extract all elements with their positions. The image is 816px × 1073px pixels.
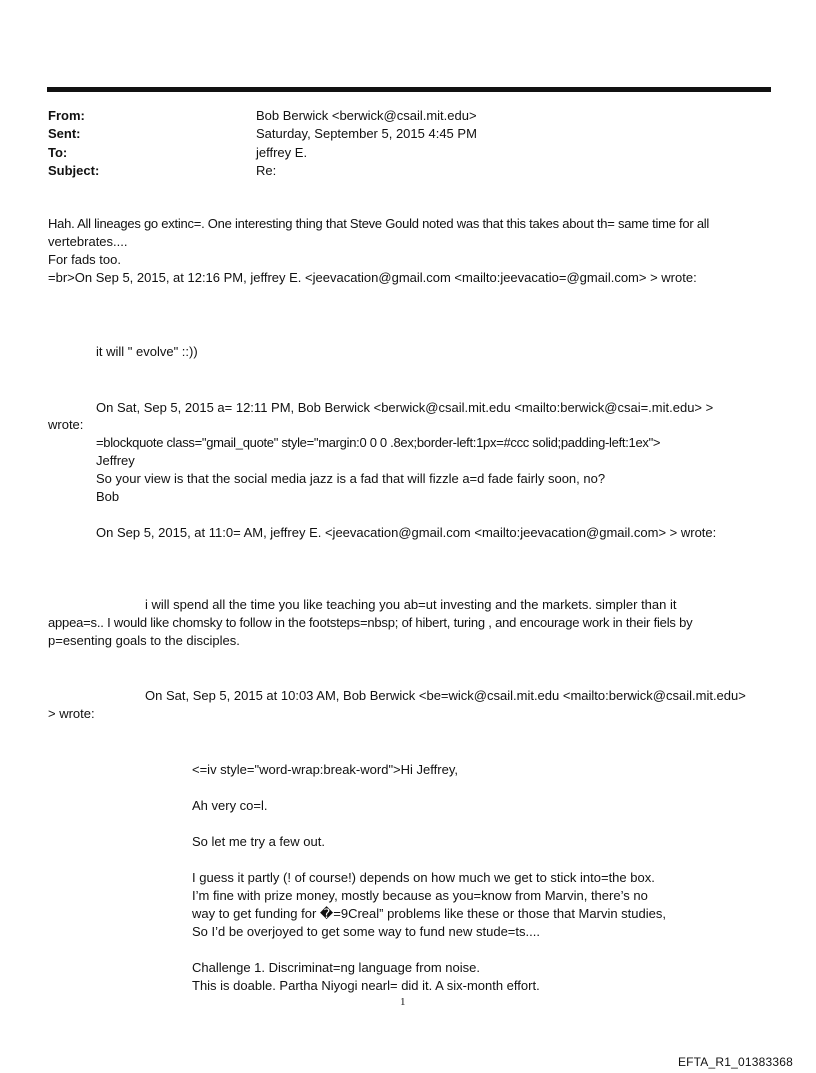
- quote-header: On Sat, Sep 5, 2015 at 10:03 AM, Bob Berwick <be=wick@csail.mit.edu <mailto:berwick@csail.mit.edu>: [145, 688, 746, 703]
- body-line: it will " evolve" ::)): [96, 344, 198, 359]
- body-line: =br>On Sep 5, 2015, at 12:16 PM, jeffrey E. <jeevacation@gmail.com <mailto:jeevacatio=@gmail.com> > wrote:: [48, 270, 697, 285]
- quote-header: On Sep 5, 2015, at 11:0= AM, jeffrey E. <jeevacation@gmail.com <mailto:jeevacation@gmail.com> > wrote:: [96, 525, 717, 540]
- body-line: Challenge 1. Discriminat=ng language from noise.: [192, 960, 480, 975]
- to-label: To:: [48, 145, 68, 160]
- from-label: From:: [48, 108, 85, 123]
- subject-value: Re:: [256, 163, 277, 178]
- body-line: For fads too.: [48, 252, 121, 267]
- sent-value: Saturday, September 5, 2015 4:45 PM: [256, 126, 477, 141]
- sent-label: Sent:: [48, 126, 81, 141]
- body-line: i will spend all the time you like teaching you ab=ut investing and the markets. simpler than it: [145, 597, 677, 612]
- body-line: So let me try a few out.: [192, 834, 325, 849]
- body-line: Jeffrey: [96, 453, 135, 468]
- quote-header: > wrote:: [48, 706, 95, 721]
- header-rule: [47, 87, 771, 92]
- body-line: So I’d be overjoyed to get some way to fund new stude=ts....: [192, 924, 540, 939]
- body-line: I guess it partly (! of course!) depends on how much we get to stick into=the box.: [192, 870, 655, 885]
- page-number: 1: [400, 996, 406, 1008]
- body-line: way to get funding for �=9Creal” problems like these or those that Marvin studies,: [192, 906, 666, 921]
- body-line: p=esenting goals to the disciples.: [48, 633, 240, 648]
- body-line: Bob: [96, 489, 120, 504]
- body-line: =blockquote class="gmail_quote" style="margin:0 0 0 .8ex;border-left:1px=#ccc solid;padding-left:1ex">: [96, 435, 661, 450]
- body-line: Hah. All lineages go extinc=. One interesting thing that Steve Gould noted was that this takes about th= same time for all: [48, 216, 710, 231]
- bates-number: EFTA_R1_01383368: [677, 1055, 793, 1069]
- quote-header: wrote:: [48, 417, 84, 432]
- body-line: So your view is that the social media jazz is a fad that will fizzle a=d fade fairly soon, no?: [96, 471, 606, 486]
- body-line: This is doable. Partha Niyogi nearl= did it. A six-month effort.: [192, 978, 540, 993]
- to-value: jeffrey E.: [256, 145, 308, 160]
- body-line: Ah very co=l.: [192, 798, 268, 813]
- from-value: Bob Berwick <berwick@csail.mit.edu>: [256, 108, 477, 123]
- body-line: appea=s.. I would like chomsky to follow in the footsteps=nbsp; of hibert, turing , and encourage work in their fiels by: [48, 615, 693, 630]
- body-line: <=iv style="word-wrap:break-word">Hi Jeffrey,: [192, 762, 458, 777]
- quote-header: On Sat, Sep 5, 2015 a= 12:11 PM, Bob Berwick <berwick@csail.mit.edu <mailto:berwick@csai=.mit.edu> >: [96, 400, 714, 415]
- body-line: vertebrates....: [48, 234, 128, 249]
- body-line: I’m fine with prize money, mostly because as you=know from Marvin, there’s no: [192, 888, 648, 903]
- subject-label: Subject:: [48, 163, 100, 178]
